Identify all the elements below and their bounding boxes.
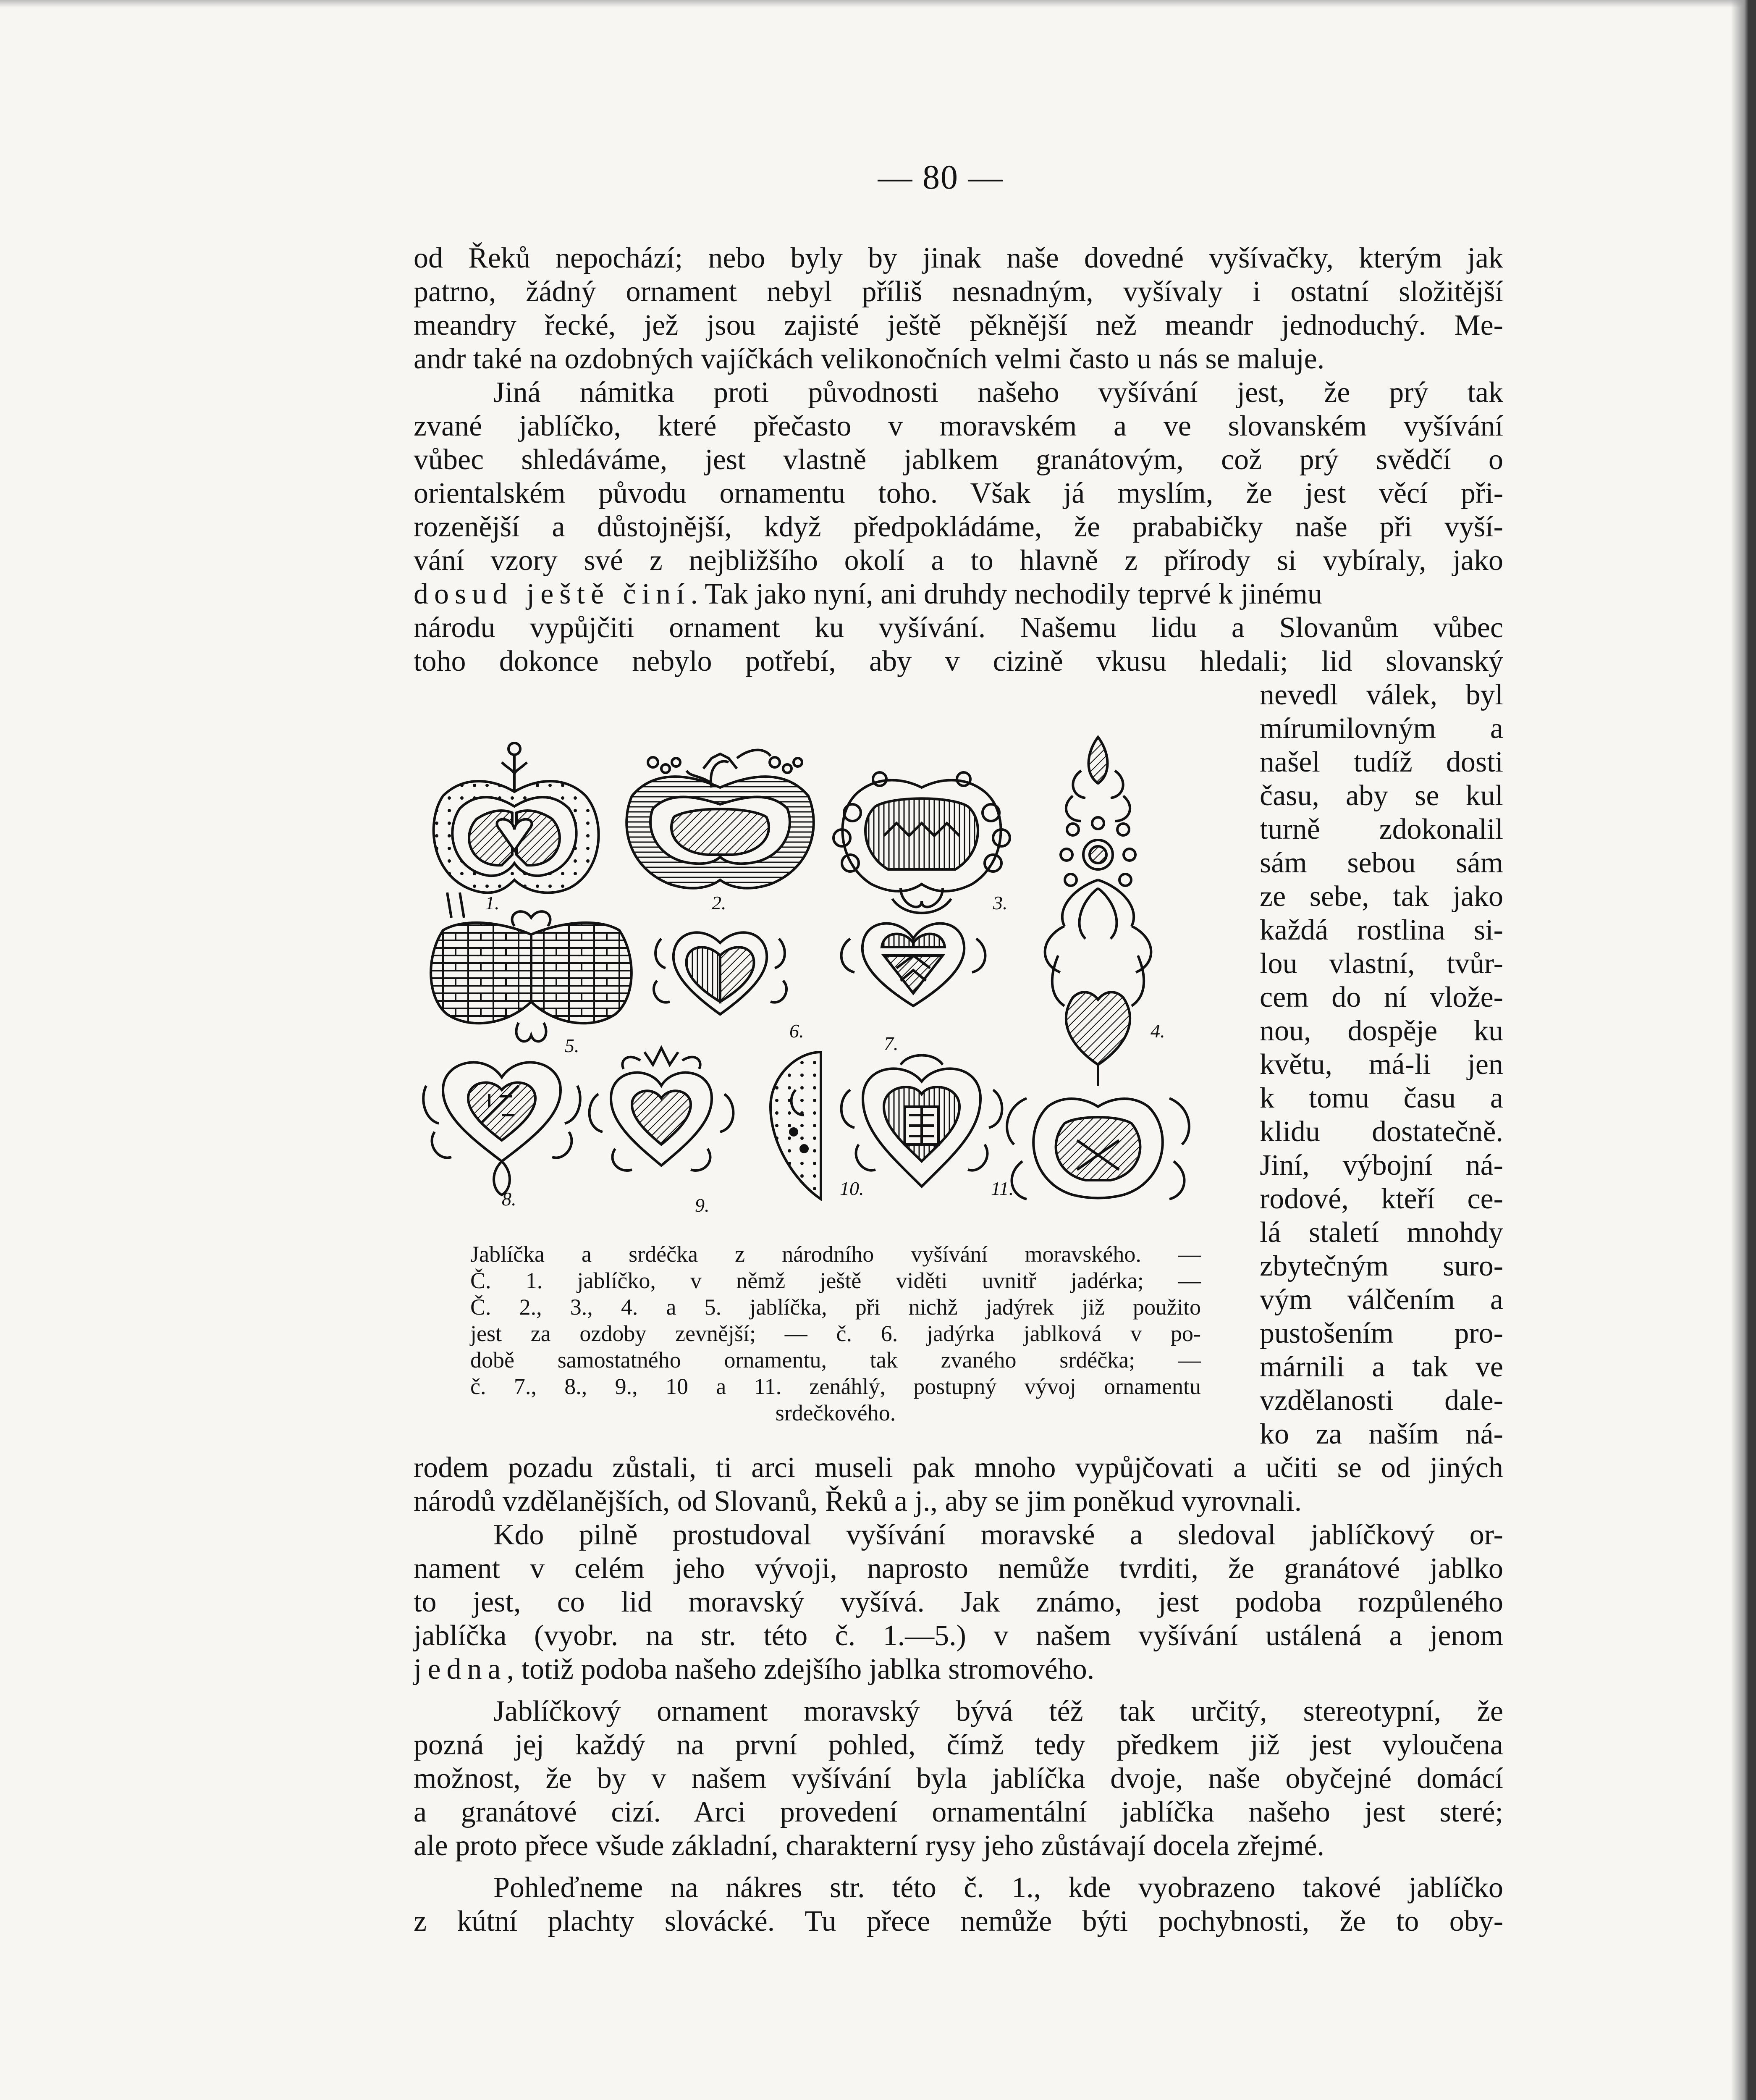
text-line: Pohleďneme na nákres str. této č. 1., kde vyobrazeno takové jablíčko bbox=[493, 1872, 1503, 1904]
ornament-heart-9 bbox=[590, 1048, 734, 1171]
figure-label-9: 9. bbox=[695, 1194, 710, 1216]
ornament-apple-1 bbox=[434, 743, 599, 918]
text-line: Kdo pilně prostudoval vyšívání moravské a sledoval jablíčkový or- bbox=[493, 1519, 1503, 1551]
text-line: rozenější a důstojnější, když předpokládáme, že prababičky naše při vyší- bbox=[414, 511, 1503, 543]
ornament-heart-10 bbox=[771, 1052, 821, 1199]
side-text-line: ko za naším ná- bbox=[1260, 1418, 1503, 1450]
text-line: národů vzdělanějších, od Slovanů, Řeků a j., aby se jim poněkud vyrovnali. bbox=[414, 1485, 1302, 1517]
side-text-line: k tomu času a bbox=[1260, 1082, 1503, 1114]
text-line: meandry řecké, jež jsou zajisté ještě pěknější než meandr jednoduchý. Me- bbox=[414, 309, 1503, 341]
figure-label-11: 11. bbox=[991, 1178, 1014, 1199]
side-text-line: sám sebou sám bbox=[1260, 847, 1503, 879]
figure-label-10: 10. bbox=[840, 1178, 864, 1199]
text-line: národu vypůjčiti ornament ku vyšívání. Našemu lidu a Slovanům vůbec bbox=[414, 612, 1503, 644]
figure-label-7: 7. bbox=[884, 1033, 899, 1054]
ornament-tree-4 bbox=[1007, 737, 1189, 1199]
page-number: — 80 — bbox=[878, 158, 1004, 196]
side-text-line: času, aby se kul bbox=[1260, 780, 1503, 812]
text-line: vání vzory své z nejbližšího okolí a to hlavně z přírody si vybíraly, jako bbox=[414, 544, 1503, 577]
side-text-line: nou, dospěje ku bbox=[1260, 1015, 1503, 1047]
figure-caption: č. 7., 8., 9., 10 a 11. zenáhlý, postupný vývoj ornamentu bbox=[470, 1374, 1201, 1399]
text-fragment: , totiž podoba našeho zdejšího jablka stromového. bbox=[506, 1653, 1095, 1685]
side-text-line: vzdělanosti dale- bbox=[1260, 1384, 1503, 1417]
text-line: patrno, žádný ornament nebyl příliš nesnadným, vyšívaly i ostatní složitější bbox=[414, 276, 1503, 308]
ornament-apple-2 bbox=[626, 750, 814, 888]
figure-caption: době samostatného ornamentu, tak zvaného srdéčka; — bbox=[470, 1347, 1201, 1373]
text-line: nament v celém jeho vývoji, naprosto nemůže tvrditi, že granátové jablko bbox=[414, 1552, 1503, 1585]
ornament-apple-5 bbox=[431, 911, 632, 1041]
ornament-apple-3 bbox=[833, 772, 1010, 913]
emphasized-text: dosud ještě činí bbox=[414, 578, 691, 610]
text-line: Jiná námitka proti původnosti našeho vyšívání jest, že prý tak bbox=[493, 376, 1503, 409]
figure-label-1: 1. bbox=[485, 892, 500, 914]
side-text-line: Jiní, výbojní ná- bbox=[1260, 1149, 1503, 1181]
figure-label-5: 5. bbox=[565, 1035, 579, 1056]
side-text-line: pustošením pro- bbox=[1260, 1317, 1503, 1349]
text-line: a granátové cizí. Arci provedení ornamentální jablíčka našeho jest steré; bbox=[414, 1796, 1503, 1828]
side-text-line: našel tudíž dosti bbox=[1260, 746, 1503, 778]
figure-label-6: 6. bbox=[789, 1020, 804, 1042]
side-text-line: cem do ní vlože- bbox=[1260, 981, 1503, 1013]
text-line: andr také na ozdobných vajíčkách velikonočních velmi často u nás se maluje. bbox=[414, 343, 1325, 375]
figure-label-3: 3. bbox=[993, 892, 1008, 914]
side-text-line: zbytečným suro- bbox=[1260, 1250, 1503, 1282]
text-line: ale proto přece všude základní, charakterní rysy jeho zůstávají docela zřejmé. bbox=[414, 1830, 1325, 1862]
text-line: rodem pozadu zůstali, ti arci museli pak mnoho vypůjčovati a učiti se od jiných bbox=[414, 1452, 1503, 1484]
ornament-illustration bbox=[418, 729, 1232, 1239]
ornament-heart-8 bbox=[423, 1062, 580, 1195]
text-line: zvané jablíčko, které přečasto v moravském a ve slovanském vyšívání bbox=[414, 410, 1503, 442]
text-line: z kútní plachty slovácké. Tu přece nemůže býti pochybnosti, že to oby- bbox=[414, 1905, 1503, 1937]
side-text-line: lá staletí mnohdy bbox=[1260, 1216, 1503, 1249]
ornament-figure bbox=[418, 729, 1232, 1239]
figure-caption: Č. 1. jablíčko, v němž ještě viděti uvnitř jadérka; — bbox=[470, 1268, 1201, 1293]
page-edge-right bbox=[1731, 0, 1756, 2100]
side-text-line: nevedl válek, byl bbox=[1260, 679, 1503, 711]
side-text-line: mírumilovným a bbox=[1260, 712, 1503, 745]
text-line: vůbec shledáváme, jest vlastně jablkem granátovým, což prý svědčí o bbox=[414, 444, 1503, 476]
figure-label-8: 8. bbox=[502, 1188, 516, 1210]
text-line: orientalském původu ornamentu toho. Však já myslím, že jest věcí při- bbox=[414, 477, 1503, 509]
figure-caption: srdečkového. bbox=[775, 1400, 896, 1425]
text-line bbox=[414, 578, 1503, 611]
text-line: Jablíčkový ornament moravský bývá též tak určitý, stereotypní, že bbox=[493, 1695, 1503, 1727]
emphasized-text: jedna bbox=[414, 1653, 507, 1685]
text-line: toho dokonce nebylo potřebí, aby v cizině vkusu hledali; lid slovanský bbox=[414, 645, 1503, 677]
text-line: od Řeků nepochází; nebo byly by jinak naše dovedné vyšívačky, kterým jak bbox=[414, 242, 1503, 274]
text-line: to jest, co lid moravský vyšívá. Jak známo, jest podoba rozpůleného bbox=[414, 1586, 1503, 1618]
figure-caption: Č. 2., 3., 4. a 5. jablíčka, při nichž jadýrek již použito bbox=[470, 1294, 1201, 1320]
side-text-line: vým válčením a bbox=[1260, 1284, 1503, 1316]
text-fragment: . Tak jako nyní, ani druhdy nechodily teprvé k jinému bbox=[690, 578, 1322, 610]
figure-caption: jest za ozdoby zevnější; — č. 6. jadýrka jablková v po- bbox=[470, 1321, 1201, 1346]
figure-caption: Jablíčka a srdéčka z národního vyšívání moravského. — bbox=[470, 1242, 1201, 1267]
page-edge-top bbox=[0, 0, 1756, 8]
text-line bbox=[414, 1653, 1503, 1686]
text-line: pozná jej každý na první pohled, čímž tedy předkem již jest vyloučena bbox=[414, 1729, 1503, 1761]
side-text-line: květu, má-li jen bbox=[1260, 1048, 1503, 1081]
side-text-line: klidu dostatečně. bbox=[1260, 1116, 1503, 1148]
side-text-line: každá rostlina si- bbox=[1260, 914, 1503, 946]
figure-label-4: 4. bbox=[1151, 1020, 1165, 1042]
side-text-line: ze sebe, tak jako bbox=[1260, 880, 1503, 913]
side-text-line: márnili a tak ve bbox=[1260, 1351, 1503, 1383]
ornament-heart-6 bbox=[654, 932, 786, 1014]
ornament-heart-11 bbox=[841, 1055, 1002, 1187]
ornament-heart-7 bbox=[841, 924, 985, 1006]
text-line: možnost, že by v našem vyšívání byla jablíčka dvoje, naše obyčejné domácí bbox=[414, 1762, 1503, 1795]
side-text-line: rodové, kteří ce- bbox=[1260, 1183, 1503, 1215]
text-line: jablíčka (vyobr. na str. této č. 1.—5.) v našem vyšívání ustálená a jenom bbox=[414, 1620, 1503, 1652]
side-text-line: lou vlastní, tvůr- bbox=[1260, 948, 1503, 980]
side-text-line: turně zdokonalil bbox=[1260, 813, 1503, 845]
figure-label-2: 2. bbox=[712, 892, 726, 914]
